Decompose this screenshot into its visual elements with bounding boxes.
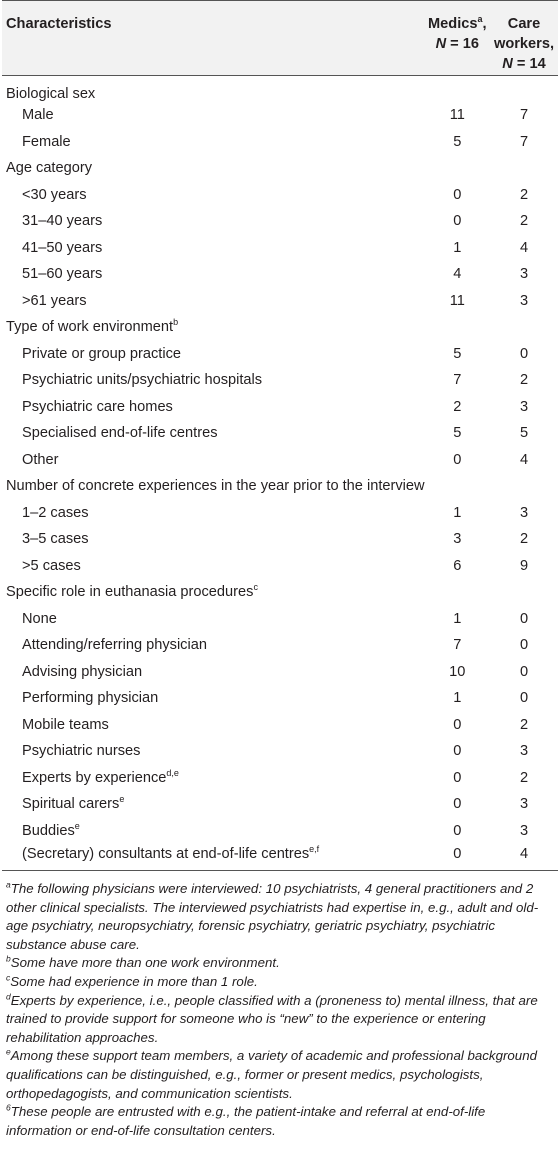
table-row bbox=[2, 765, 558, 792]
medics-value: 5 bbox=[453, 425, 462, 442]
medics-value bbox=[425, 314, 490, 341]
footnote-mark: d bbox=[6, 991, 11, 1002]
care-workers-value: 0 bbox=[519, 690, 529, 707]
row-label: 31–40 years bbox=[22, 213, 103, 230]
row-label: Specific role in euthanasia procedures$^c$ bbox=[6, 582, 258, 601]
care-workers-value: 5 bbox=[519, 425, 529, 442]
section-row bbox=[2, 314, 558, 341]
medics-value: 0 bbox=[453, 796, 462, 813]
medics-value: 0 bbox=[453, 186, 462, 203]
table-row bbox=[2, 685, 558, 712]
care-workers-value bbox=[490, 155, 558, 182]
table-row bbox=[2, 553, 558, 580]
table-row bbox=[2, 288, 558, 315]
care-workers-value: 2 bbox=[519, 716, 529, 733]
table-row bbox=[2, 261, 558, 288]
header-characteristics: Characteristics bbox=[2, 1, 425, 76]
footnote-mark: c bbox=[6, 972, 11, 983]
table-row bbox=[2, 500, 558, 527]
medics-value: 0 bbox=[453, 451, 462, 468]
care-workers-value: 4 bbox=[490, 844, 558, 871]
medics-value: 1 bbox=[453, 504, 462, 521]
row-label: Type of work environment$^b$ bbox=[6, 317, 179, 336]
care-workers-value: 9 bbox=[519, 557, 529, 574]
footnote bbox=[6, 1103, 554, 1140]
row-label-sup: b bbox=[173, 317, 179, 328]
medics-value: 0 bbox=[453, 743, 462, 760]
medics-value bbox=[425, 473, 490, 500]
care-workers-value: 0 bbox=[519, 345, 529, 362]
care-workers-value: 2 bbox=[519, 531, 529, 548]
row-label: 1–2 cases bbox=[22, 504, 89, 521]
care-workers-value: 2 bbox=[519, 186, 529, 203]
care-workers-value: 3 bbox=[519, 796, 529, 813]
medics-value: 11 bbox=[449, 292, 465, 309]
care-workers-value: 2 bbox=[519, 769, 529, 786]
header-care-label: Care workers, bbox=[493, 16, 555, 52]
medics-value: 0 bbox=[425, 844, 490, 871]
table-row bbox=[2, 208, 558, 235]
row-label: Experts by experience$^{d,e}$ bbox=[22, 767, 179, 786]
row-label: Psychiatric nurses bbox=[22, 743, 141, 760]
medics-value: 5 bbox=[453, 345, 462, 362]
care-workers-value: 3 bbox=[519, 504, 529, 521]
footnote bbox=[6, 954, 554, 973]
care-workers-value bbox=[490, 579, 558, 606]
row-label: Psychiatric units/psychiatric hospitals bbox=[22, 372, 263, 389]
row-label: >61 years bbox=[22, 292, 87, 309]
table-header-row bbox=[2, 1, 558, 76]
row-label: Psychiatric care homes bbox=[22, 398, 173, 415]
care-workers-value: 4 bbox=[519, 239, 529, 256]
row-label: Male bbox=[22, 107, 54, 124]
medics-value bbox=[425, 76, 490, 103]
row-label-sup: e,f bbox=[309, 844, 320, 855]
medics-value: 1 bbox=[453, 239, 462, 256]
section-row bbox=[2, 473, 558, 500]
footnote-text: The following physicians were interviewed: 10 psychiatrists, 4 general practitioners and 2 other clinical specialists. The interviewed psychiatrists had expertise in, e.g., adult and old-age psychiatry, neuropsychiatry, forensic psychiatry, geriatric psychiatry, psychiatric substance abuse care. bbox=[6, 881, 539, 952]
table-row bbox=[2, 712, 558, 739]
table-row bbox=[2, 818, 558, 845]
care-workers-value: 0 bbox=[519, 610, 529, 627]
table-row bbox=[2, 420, 558, 447]
row-label-sup: c bbox=[253, 582, 258, 593]
table-row bbox=[2, 526, 558, 553]
footnote-mark: a bbox=[6, 879, 11, 890]
row-label: None bbox=[22, 610, 57, 627]
care-workers-value: 4 bbox=[519, 451, 529, 468]
header-care-n: N = 14 bbox=[502, 56, 546, 72]
footnote-text: Some had experience in more than 1 role. bbox=[10, 973, 258, 989]
footnote-text: Experts by experience, i.e., people classified with a (proneness to) mental illness, that are trained to provide support for someone who is “new” to the experience or entering rehabilitation approaches. bbox=[6, 992, 538, 1045]
medics-value: 4 bbox=[453, 266, 462, 283]
table-row bbox=[2, 606, 558, 633]
table-row bbox=[2, 182, 558, 209]
header-medics-label: Medics bbox=[428, 16, 478, 32]
footnote-mark: e bbox=[6, 1046, 11, 1057]
medics-value: 2 bbox=[453, 398, 462, 415]
row-label: <30 years bbox=[22, 186, 87, 203]
medics-value: 3 bbox=[453, 531, 462, 548]
table-row bbox=[2, 235, 558, 262]
row-label: >5 cases bbox=[22, 557, 81, 574]
care-workers-value: 3 bbox=[519, 822, 529, 839]
medics-value: 0 bbox=[453, 769, 462, 786]
care-workers-value: 3 bbox=[519, 292, 529, 309]
header-medics-sup: a bbox=[477, 14, 483, 25]
section-row bbox=[2, 76, 558, 103]
care-workers-value: 7 bbox=[519, 107, 529, 124]
table-row bbox=[2, 394, 558, 421]
table-row bbox=[2, 738, 558, 765]
medics-value: 10 bbox=[449, 663, 466, 680]
footnote-text: These people are entrusted with e.g., the patient-intake and referral at end-of-life information or end-of-life consultation centers. bbox=[6, 1104, 486, 1138]
section-row bbox=[2, 155, 558, 182]
medics-value: 5 bbox=[453, 133, 462, 150]
row-label-sup: e bbox=[119, 794, 125, 805]
medics-value bbox=[425, 579, 490, 606]
row-label: Attending/referring physician bbox=[22, 637, 207, 654]
row-label: Performing physician bbox=[22, 690, 159, 707]
row-label: Advising physician bbox=[22, 663, 143, 680]
care-workers-value: 3 bbox=[519, 266, 529, 283]
medics-value: 7 bbox=[453, 637, 462, 654]
row-label: Number of concrete experiences in the year prior to the interview bbox=[6, 478, 425, 495]
row-label: Private or group practice bbox=[22, 345, 181, 362]
care-workers-value: 2 bbox=[519, 213, 529, 230]
care-workers-value: 2 bbox=[519, 372, 529, 389]
header-medics-n: N = 16 bbox=[435, 36, 479, 52]
medics-value: 0 bbox=[453, 716, 462, 733]
table-footnotes bbox=[2, 871, 558, 1140]
table-row bbox=[2, 102, 558, 129]
row-label: 3–5 cases bbox=[22, 531, 89, 548]
header-medics: Medics$^a$, N = 16 bbox=[425, 1, 490, 76]
footnote-text: Some have more than one work environment. bbox=[10, 955, 280, 971]
care-workers-value: 3 bbox=[519, 398, 529, 415]
table-row bbox=[2, 447, 558, 474]
table-row bbox=[2, 129, 558, 156]
characteristics-table bbox=[2, 0, 558, 871]
care-workers-value bbox=[490, 314, 558, 341]
row-label: 41–50 years bbox=[22, 239, 103, 256]
row-label: 51–60 years bbox=[22, 266, 103, 283]
row-label: Buddies$^e$ bbox=[22, 820, 80, 839]
row-label: Age category bbox=[6, 160, 92, 177]
care-workers-value: 3 bbox=[519, 743, 529, 760]
section-row bbox=[2, 579, 558, 606]
table-row bbox=[2, 791, 558, 818]
care-workers-value bbox=[490, 76, 558, 103]
care-workers-value: 0 bbox=[519, 663, 529, 680]
header-care-workers bbox=[490, 1, 558, 76]
medics-value: 1 bbox=[453, 690, 462, 707]
footnote bbox=[6, 992, 554, 1048]
row-label: Female bbox=[22, 133, 71, 150]
table-row bbox=[2, 341, 558, 368]
footnote bbox=[6, 880, 554, 954]
table-row bbox=[2, 632, 558, 659]
row-label: (Secretary) consultants at end-of-life centres$^{e,f}$ bbox=[2, 844, 425, 871]
table-row bbox=[2, 844, 558, 871]
row-label: Specialised end-of-life centres bbox=[22, 425, 218, 442]
care-workers-value bbox=[490, 473, 558, 500]
medics-value: 1 bbox=[453, 610, 462, 627]
medics-value bbox=[425, 155, 490, 182]
row-label-sup: d,e bbox=[166, 767, 179, 778]
medics-value: 7 bbox=[453, 372, 462, 389]
row-label-sup: e bbox=[74, 820, 80, 831]
row-label: Spiritual carers$^e$ bbox=[22, 794, 125, 813]
footnote-mark: b bbox=[6, 953, 11, 964]
footnote-text: Among these support team members, a variety of academic and professional background qualifications can be distinguished, e.g., former or present medics, psychologists, orthopedagogists, and communication scientists. bbox=[6, 1048, 537, 1101]
care-workers-value: 0 bbox=[519, 637, 529, 654]
row-label: Biological sex bbox=[6, 86, 96, 102]
medics-value: 6 bbox=[453, 557, 462, 574]
row-label: Other bbox=[22, 451, 59, 468]
medics-value: 0 bbox=[453, 213, 462, 230]
medics-value: 11 bbox=[449, 107, 465, 124]
row-label: Mobile teams bbox=[22, 716, 109, 733]
care-workers-value: 7 bbox=[519, 133, 529, 150]
footnote bbox=[6, 973, 554, 992]
table-row bbox=[2, 659, 558, 686]
table-row bbox=[2, 367, 558, 394]
footnote bbox=[6, 1047, 554, 1103]
footnote-mark: 6 bbox=[6, 1102, 11, 1113]
medics-value: 0 bbox=[453, 822, 462, 839]
